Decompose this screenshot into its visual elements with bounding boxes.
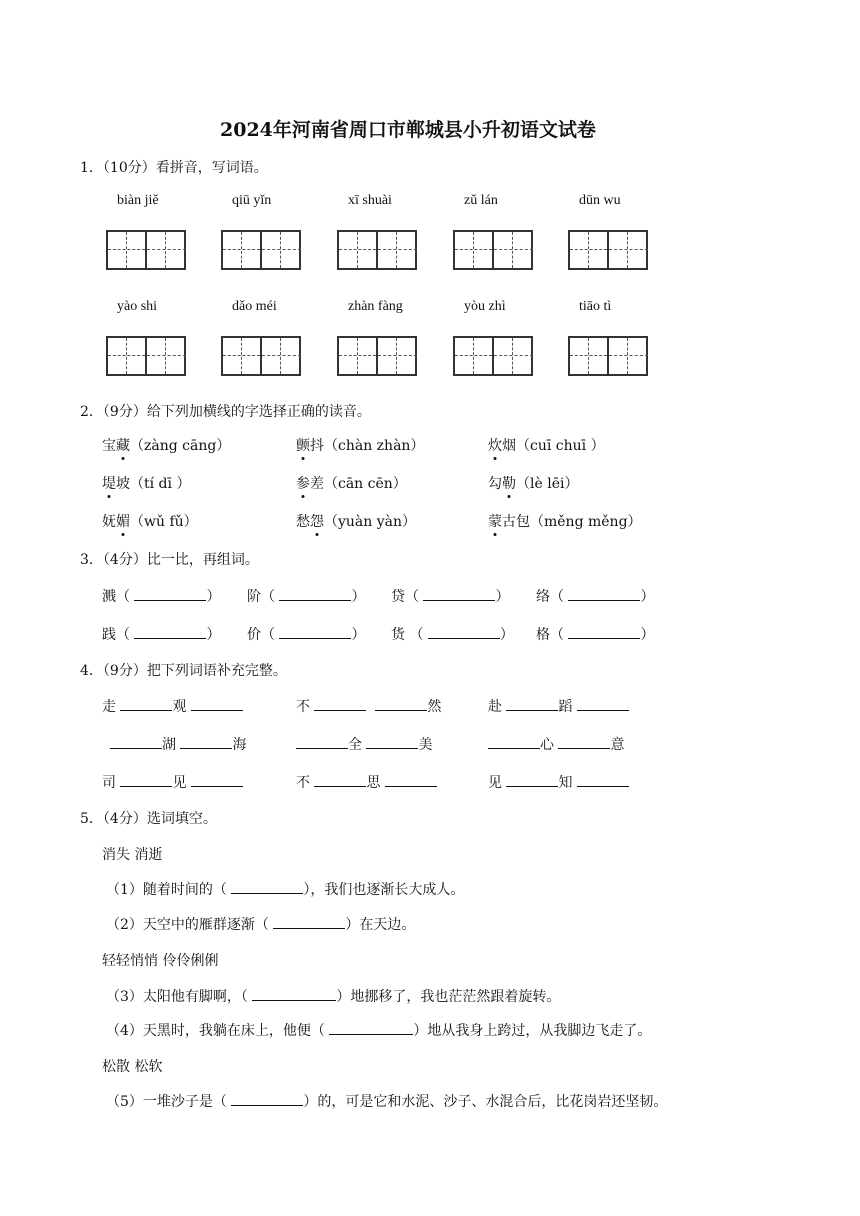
question-1-stem: 1．（10分）看拼音，写词语。: [80, 160, 268, 176]
idiom-item: 赴 蹈: [488, 696, 629, 716]
answer-blank[interactable]: [279, 599, 351, 601]
fill-sentence: （3）太阳他有脚啊，（ ）地挪移了，我也茫茫然跟着旋转。: [106, 989, 561, 1005]
answer-blank[interactable]: [506, 785, 558, 787]
pronunciation-item: 宝藏（zàng cāng）: [102, 438, 231, 454]
writing-grid[interactable]: [106, 336, 186, 376]
idiom-item: 走 观: [102, 696, 243, 716]
pronunciation-item: 堤坡（tí dī ）: [102, 476, 191, 492]
pinyin: zǔ lán: [464, 193, 498, 208]
word-group: 松散 松软: [102, 1059, 163, 1075]
word-group: 轻轻悄悄 伶伶俐俐: [102, 953, 219, 969]
pinyin: qiū yǐn: [232, 193, 272, 208]
question-4-stem: 4．（9分）把下列词语补充完整。: [80, 663, 287, 679]
idiom-item: 不 思: [296, 772, 437, 792]
answer-blank[interactable]: [568, 637, 640, 639]
question-2-stem: 2．（9分）给下列加横线的字选择正确的读音。: [80, 404, 371, 420]
answer-blank[interactable]: [506, 709, 558, 711]
pronunciation-item: 蒙古包（měng měng）: [488, 514, 642, 530]
answer-blank[interactable]: [577, 709, 629, 711]
compare-item: 溅（ ）: [102, 589, 221, 605]
answer-blank[interactable]: [252, 999, 336, 1001]
fill-sentence: （1）随着时间的（ ），我们也逐渐长大成人。: [106, 882, 465, 898]
answer-blank[interactable]: [134, 599, 206, 601]
page-title: 2024年河南省周口市郸城县小升初语文试卷: [220, 119, 596, 141]
pinyin: tiāo tì: [579, 299, 612, 314]
marked-char: 蒙: [488, 514, 502, 530]
pronunciation-item: 炊烟（cuī chuī ）: [488, 438, 605, 454]
marked-char: 参: [296, 476, 310, 492]
writing-grid[interactable]: [337, 336, 417, 376]
writing-grid[interactable]: [568, 336, 648, 376]
pronunciation-item: 参差（cān cēn）: [296, 476, 407, 492]
answer-blank[interactable]: [191, 709, 243, 711]
idiom-item: 全 美: [296, 734, 432, 754]
compare-item: 践（ ）: [102, 627, 221, 643]
answer-blank[interactable]: [314, 709, 366, 711]
writing-grid[interactable]: [221, 336, 301, 376]
answer-blank[interactable]: [110, 747, 162, 749]
fill-sentence: （5）一堆沙子是（ ）的，可是它和水泥、沙子、水混合后，比花岗岩还坚韧。: [106, 1094, 668, 1110]
idiom-item: 不 然: [296, 699, 442, 715]
answer-blank[interactable]: [134, 637, 206, 639]
answer-blank[interactable]: [428, 637, 500, 639]
compare-item: 格（ ）: [536, 627, 655, 643]
answer-blank[interactable]: [577, 785, 629, 787]
answer-blank[interactable]: [180, 747, 232, 749]
compare-item: 货 （ ）: [391, 627, 514, 643]
marked-char: 藏: [116, 438, 130, 454]
writing-grid[interactable]: [337, 230, 417, 270]
compare-item: 络（ ）: [536, 589, 655, 605]
question-5-stem: 5．（4分）选词填空。: [80, 811, 217, 827]
compare-item: 阶（ ）: [247, 589, 366, 605]
pinyin: yào shi: [117, 299, 158, 314]
pinyin: biàn jiě: [117, 193, 159, 208]
answer-blank[interactable]: [279, 637, 351, 639]
pinyin: dǎo méi: [232, 299, 277, 314]
writing-grid[interactable]: [568, 230, 648, 270]
answer-blank[interactable]: [488, 747, 540, 749]
pinyin: xī shuài: [348, 193, 392, 208]
writing-grid[interactable]: [106, 230, 186, 270]
compare-item: 价（ ）: [247, 627, 366, 643]
writing-grid[interactable]: [453, 230, 533, 270]
word-group: 消失 消逝: [102, 847, 163, 863]
answer-blank[interactable]: [568, 599, 640, 601]
writing-grid[interactable]: [453, 336, 533, 376]
answer-blank[interactable]: [375, 709, 427, 711]
answer-blank[interactable]: [329, 1033, 413, 1035]
answer-blank[interactable]: [385, 785, 437, 787]
answer-blank[interactable]: [191, 785, 243, 787]
writing-grid[interactable]: [221, 230, 301, 270]
pronunciation-item: 颤抖（chàn zhàn）: [296, 438, 425, 454]
marked-char: 颤: [296, 438, 310, 454]
pronunciation-item: 妩媚（wǔ fǔ）: [102, 514, 198, 530]
pinyin: dūn wu: [579, 193, 621, 208]
marked-char: 勒: [502, 476, 516, 492]
answer-blank[interactable]: [120, 709, 172, 711]
pinyin: yòu zhì: [464, 299, 506, 314]
answer-blank[interactable]: [273, 927, 345, 929]
pronunciation-item: 勾勒（lè lēi）: [488, 476, 579, 492]
answer-blank[interactable]: [366, 747, 418, 749]
idiom-item: 司 见: [102, 772, 243, 792]
answer-blank[interactable]: [120, 785, 172, 787]
answer-blank[interactable]: [231, 892, 303, 894]
idiom-item: 心 意: [488, 734, 624, 754]
pronunciation-item: 愁怨（yuàn yàn）: [296, 514, 417, 530]
answer-blank[interactable]: [296, 747, 348, 749]
answer-blank[interactable]: [423, 599, 495, 601]
idiom-item: 湖 海: [110, 734, 246, 754]
idiom-item: 见 知: [488, 772, 629, 792]
question-3-stem: 3．（4分）比一比，再组词。: [80, 552, 259, 568]
pinyin: zhàn fàng: [348, 299, 403, 314]
compare-item: 贷（ ）: [391, 589, 510, 605]
fill-sentence: （4）天黑时，我躺在床上，他便（ ）地从我身上跨过，从我脚边飞走了。: [106, 1023, 652, 1039]
marked-char: 堤: [102, 476, 116, 492]
answer-blank[interactable]: [231, 1104, 303, 1106]
marked-char: 怨: [310, 514, 324, 530]
answer-blank[interactable]: [558, 747, 610, 749]
marked-char: 媚: [116, 514, 130, 530]
fill-sentence: （2）天空中的雁群逐渐（ ）在天边。: [106, 917, 416, 933]
marked-char: 炊: [488, 438, 502, 454]
answer-blank[interactable]: [314, 785, 366, 787]
